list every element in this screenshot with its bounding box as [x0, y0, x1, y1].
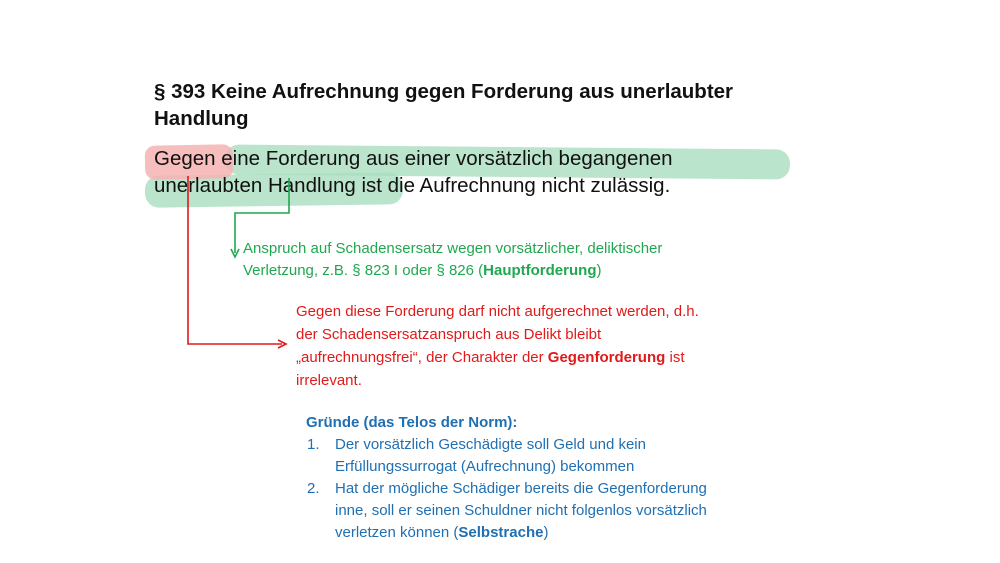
red-note-line3-post: ist	[665, 349, 685, 366]
red-note-line4: irrelevant.	[296, 372, 362, 389]
green-note-line2-post: )	[596, 262, 602, 279]
statute-text	[154, 145, 794, 199]
red-note-line2: der Schadensersatzanspruch aus Delikt bleibt	[296, 326, 602, 343]
green-note-line2	[243, 260, 743, 282]
red-note-gegenforderung	[296, 300, 776, 392]
term-selbstrache: Selbstrache	[458, 524, 544, 541]
list-item	[306, 434, 776, 478]
list-item-line: Erfüllungssurrogat (Aufrechnung) bekommen	[335, 458, 635, 475]
list-item-line3-pre: verletzen können (	[335, 524, 459, 541]
red-note-line3-pre: „aufrechnungsfrei“, der Charakter der	[296, 349, 548, 366]
list-item-number: 1.	[307, 436, 320, 453]
section-title-line2: Handlung	[154, 107, 249, 130]
list-item-line: Der vorsätzlich Geschädigte soll Geld und kein	[335, 436, 646, 453]
statute-text-line2: unerlaubten Handlung ist die Aufrechnung nicht zulässig.	[154, 174, 671, 197]
section-title-line1: § 393 Keine Aufrechnung gegen Forderung aus unerlaubter	[154, 80, 734, 103]
reasons-block	[306, 412, 776, 544]
green-note-line1: Anspruch auf Schadensersatz wegen vorsätzlicher, deliktischer	[243, 240, 663, 257]
list-item-number: 2.	[307, 480, 320, 497]
list-item-line: Hat der mögliche Schädiger bereits die Gegenforderung	[335, 480, 707, 497]
reasons-heading: Gründe (das Telos der Norm):	[306, 414, 518, 431]
green-arrowhead	[231, 249, 239, 257]
green-note-hauptforderung	[243, 238, 743, 282]
term-gegenforderung: Gegenforderung	[547, 349, 666, 366]
reasons-list	[306, 434, 776, 544]
red-note-line3	[296, 346, 776, 369]
list-item-line	[335, 522, 776, 544]
term-hauptforderung: Hauptforderung	[483, 262, 597, 279]
statute-text-line1-rest: eine Forderung aus einer vorsätzlich begangenen	[215, 147, 673, 170]
section-title	[154, 78, 804, 132]
list-item-line3-post: )	[543, 524, 549, 541]
red-note-line1: Gegen diese Forderung darf nicht aufgerechnet werden, d.h.	[296, 303, 699, 320]
list-item-line: inne, soll er seinen Schuldner nicht folgenlos vorsätzlich	[335, 502, 707, 519]
list-item	[306, 478, 776, 544]
statute-text-line1	[154, 145, 794, 172]
word-gegen: Gegen	[154, 147, 216, 170]
red-arrowhead	[278, 340, 286, 348]
green-note-line2-pre: Verletzung, z.B. § 823 I oder § 826 (	[243, 262, 484, 279]
